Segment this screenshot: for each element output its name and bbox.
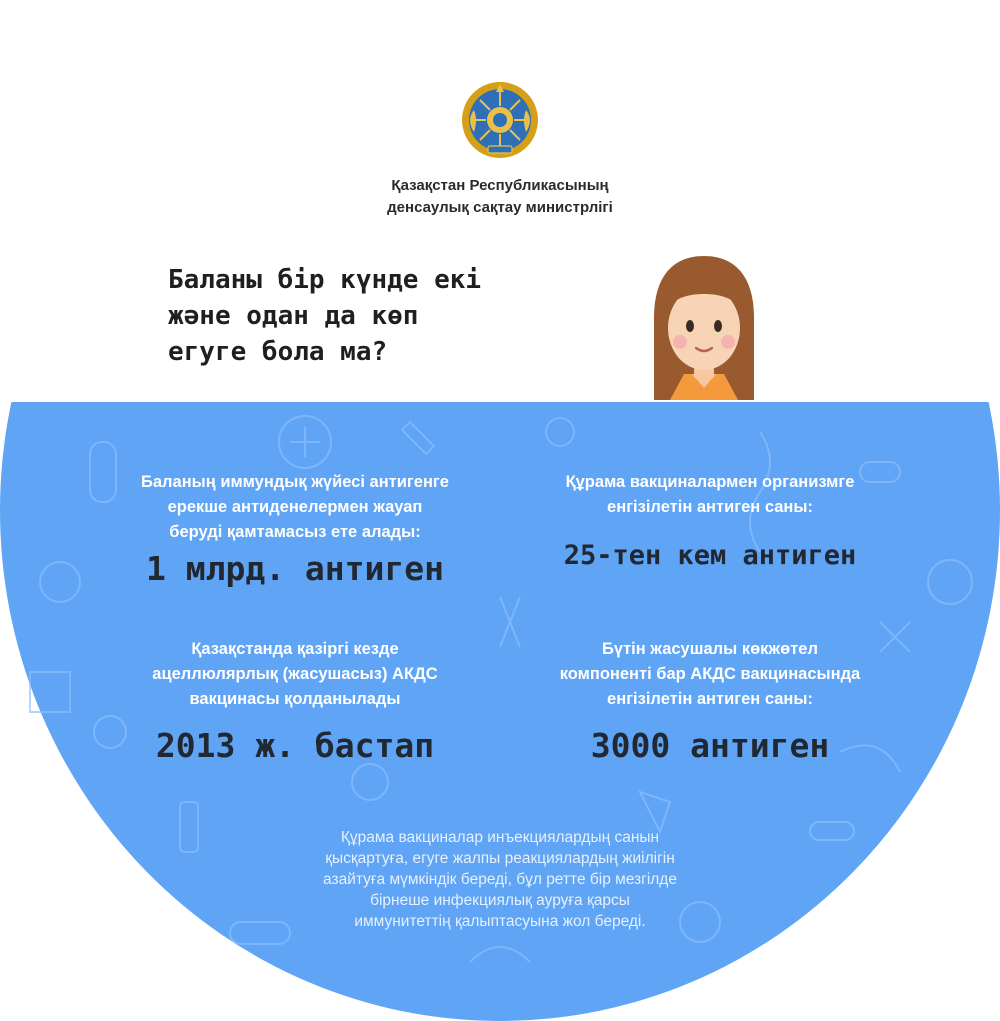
fact-1-label: Баланың иммундық жүйесі антигенге ерекше антиденелермен жауап беруді қамтамасыз ете алады: (141, 473, 449, 541)
fact-combined-vaccine-antigens (510, 470, 910, 571)
question-line-1: Баланы бір күнде екі (168, 265, 482, 295)
fact-4-value: 3000 антиген (590, 726, 830, 765)
fact-whole-cell-antigens (510, 637, 910, 765)
info-panel (0, 402, 1000, 1021)
footnote-text: Құрама вакциналар инъекциялардың санын қысқартуға, егуге жалпы реакциялардың жиілігін азайтуға мүмкіндік береді, бұл ретте бір мезгілде бірнеше инфекциялық ауруға қарсы иммунитеттің қалыптасуына жол береді. (323, 829, 677, 930)
fact-4-label: Бүтін жасушалы көкжөтел компоненті бар АКДС вакцинасында енгізілетін антиген саны: (559, 640, 861, 708)
fact-1-value: 1 млрд. антиген (145, 549, 444, 588)
girl-character-icon (640, 250, 768, 402)
ministry-line-1: Қазақстан Республикасының (391, 177, 609, 194)
fact-immune-antigens (95, 470, 495, 588)
fact-3-value: 2013 ж. бастап (155, 726, 435, 765)
fact-2-value: 25-тен кем антиген (563, 540, 857, 571)
ministry-caption (300, 175, 700, 219)
fact-2-label: Құрама вакциналармен организмге енгізілетін антиген саны: (565, 473, 855, 516)
fact-3-label: Қазақстанда қазіргі кезде ацеллюлярлық (жасушасыз) АКДС вакцинасы қолданылады (152, 640, 438, 708)
ministry-line-2: денсаулық сақтау министрлігі (387, 199, 613, 216)
state-emblem-icon (460, 80, 540, 160)
fact-acellular-since (95, 637, 495, 765)
question-line-2: және одан да көп (168, 301, 419, 331)
question-line-3: егуге бола ма? (168, 337, 388, 367)
question-heading (168, 262, 608, 370)
